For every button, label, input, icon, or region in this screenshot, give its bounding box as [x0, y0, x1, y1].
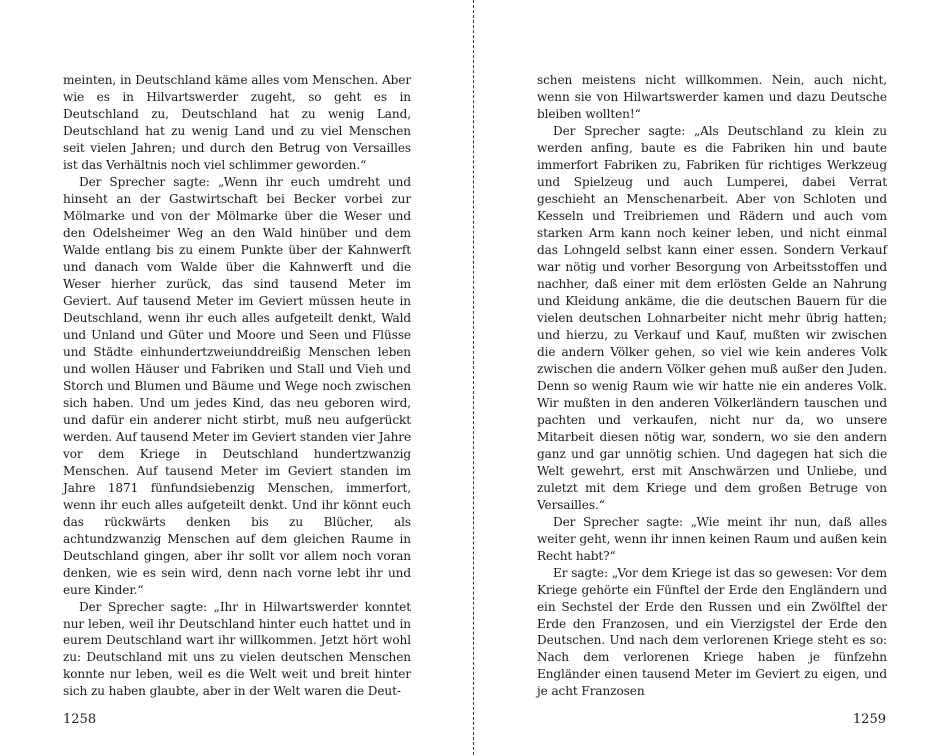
right-page-text — [537, 72, 887, 700]
page-number: 1259 — [852, 712, 886, 727]
left-page-text — [63, 72, 411, 700]
page-number: 1258 — [63, 712, 97, 727]
paragraph: schen meistens nicht willkommen. Nein, auch nicht, wenn sie von Hilwartswerder kamen und dazu Deutsche bleiben wollten!“ — [537, 73, 887, 121]
paragraph: Er sagte: „Vor dem Kriege ist das so gewesen: Vor dem Kriege gehörte ein Fünftel der Erde den Engländern und ein Sechstel der Erde den Russen und ein Zwölftel der Erde den Franzosen, und ein Vierzigstel der Erde den Deutschen. Und nach dem verlorenen Kriege steht es so: Nach dem verlorenen Kriege haben je fünfzehn Engländer einen tausend Meter im Geviert zu eigen, und je acht Franzosen — [537, 565, 887, 699]
paragraph: Der Sprecher sagte: „Wenn ihr euch umdreht und hinseht an der Gastwirtschaft bei Becker vorbei zur Mölmarke und von der Mölmarke über die Weser und den Odelsheimer Weg an den Wald hinüber und dem Walde entlang bis zu einem Punkte über der Kahnwerft und danach vom Walde über die Kahnwerft und die Weser hierher zurück, das sind tausend Meter im Geviert. Auf tausend Meter im Geviert müssen heute in Deutschland, wenn ihr euch alles aufgeteilt denkt, Wald und Unland und Güter und Moore und Seen und Flüsse und Städte einhundertzweiunddreißig Menschen leben und wollen Häuser und Fabriken und Stall und Vieh und Storch und Blumen und Bäume und Wege noch zwischen sich haben. Und um jedes Kind, das neu geboren wird, und dafür ein anderer nicht stirbt, muß neu aufgerückt werden. Auf tausend Meter im Geviert standen vier Jahre vor dem Kriege in Deutschland hundertzwanzig Menschen. Auf tausend Meter im Geviert standen im Jahre 1871 fünfundsiebenzig Menschen, immerfort, wenn ihr euch alles aufgeteilt denkt. Und ihr könnt euch das rückwärts denken bis zu Blücher, als achtundzwanzig Menschen auf dem gleichen Raume in Deutschland gingen, aber ihr sollt vor allem noch voran denken, wie es sein wird, denn nach vorne lebt ihr und eure Kinder.“ — [63, 174, 411, 597]
paragraph: Der Sprecher sagte: „Als Deutschland zu klein zu werden anfing, baute es die Fabriken hin und baute immerfort Fabriken zu, Fabriken für richtiges Werkzeug und Spielzeug und auch Lumperei, dabei Verrat geschieht an Menschenarbeit. Aber von Schloten und Kesseln und Treibriemen und Rädern und auch vom starken Arm kann noch keiner leben, und nicht einmal das Lohngeld selbst kann einer essen. Sondern Verkauf war nötig und vorher Besorgung von Arbeitsstoffen und nachher, daß einer mit dem erlösten Gelde an Nahrung und Kleidung ankäme, die die deutschen Bauern für die vielen deutschen Lohnarbeiter nicht mehr übrig hatten; und hierzu, zu Verkauf und Kauf, mußten wir zwischen die andern Völker gehen, so viel wie kein anderes Volk zwischen die andern Völker gehen muß außer den Juden. Denn so wenig Raum wie wir hatte nie ein anderes Volk. Wir mußten in den anderen Völkerländern tauschen und pachten und verkaufen, nicht nur da, wo unsere Mitarbeit diesen nötig war, sondern, wo sie den andern ganz und gar unnötig schien. Und dagegen hat sich die Welt gewehrt, erst mit Anschwärzen und Unliebe, und zuletzt mit dem Kriege und dem großen Betruge von Versailles.“ — [537, 123, 887, 512]
paragraph: meinten, in Deutschland käme alles vom Menschen. Aber wie es in Hilvartswerder zugeht, so geht es in Deutschland zu, Deutschland hat zu wenig Land, Deutschland hat zu wenig Land und zu viel Menschen seit vielen Jahren; und durch den Betrug von Versailles ist das Verhältnis noch viel schlimmer geworden.“ — [63, 73, 411, 172]
paragraph: Der Sprecher sagte: „Ihr in Hilwartswerder konntet nur leben, weil ihr Deutschland hinter euch hattet und in eurem Deutschland wart ihr willkommen. Jetzt hört wohl zu: Deutschland mit uns zu vielen deutschen Menschen konnte nur leben, weil es die Welt weit und breit hinter sich zu haben glaubte, aber in der Welt waren die Deut- — [63, 599, 411, 699]
paragraph: Der Sprecher sagte: „Wie meint ihr nun, daß alles weiter geht, wenn ihr innen keinen Raum und außen kein Recht habt?“ — [537, 514, 887, 563]
right-page — [474, 0, 948, 755]
